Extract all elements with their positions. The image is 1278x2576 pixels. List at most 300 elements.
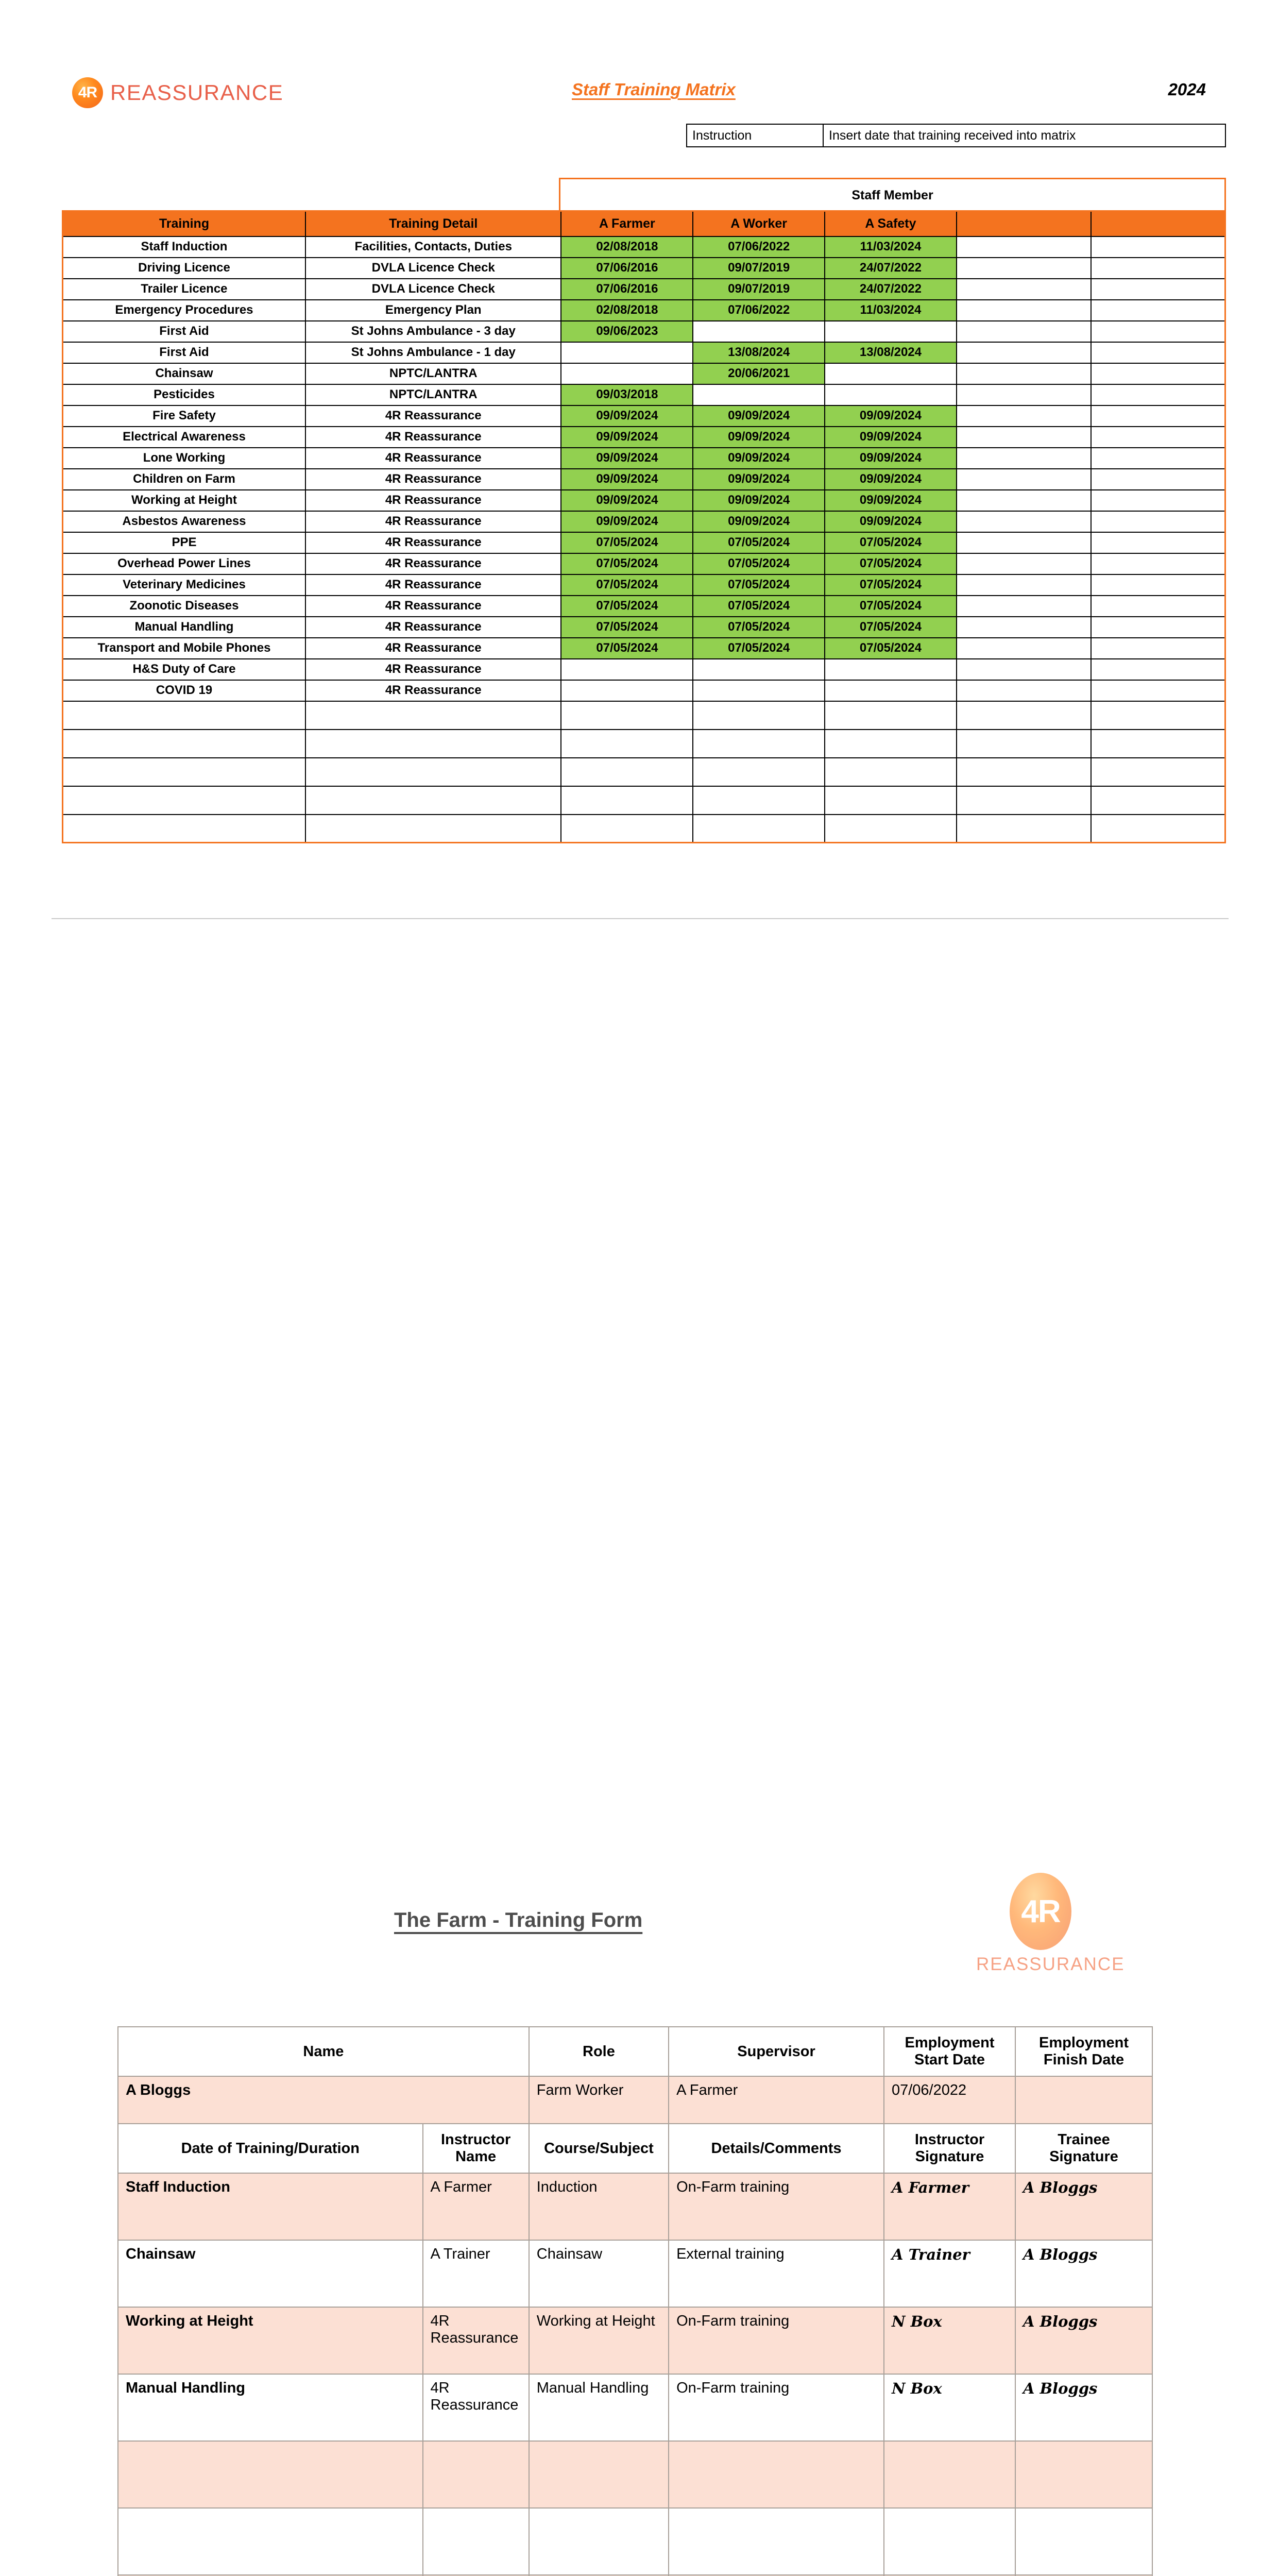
matrix-row (63, 638, 1225, 659)
matrix-row (63, 786, 1225, 815)
training-cell[interactable] (63, 730, 305, 758)
farmer-cell[interactable]: 09/09/2024 (561, 427, 693, 448)
detail-cell[interactable]: 4R Reassurance (305, 532, 561, 553)
matrix-row (63, 490, 1225, 511)
worker-cell[interactable]: 07/06/2022 (693, 300, 825, 321)
log-instructor-cell[interactable]: 4R Reassurance (423, 2307, 529, 2374)
matrix-row (63, 596, 1225, 617)
safety-cell[interactable]: 07/05/2024 (825, 638, 957, 659)
extra-cell-1[interactable] (957, 680, 1091, 701)
log-details-cell[interactable]: On-Farm training (669, 2173, 884, 2240)
header-trainee-signature: Trainee Signature (1015, 2124, 1152, 2173)
header-details-comments: Details/Comments (669, 2124, 884, 2173)
farmer-cell[interactable]: 07/05/2024 (561, 553, 693, 574)
extra-cell-1[interactable] (957, 342, 1091, 363)
matrix-header-row (63, 211, 1225, 236)
farmer-cell[interactable]: 09/09/2024 (561, 469, 693, 490)
log-header-row (118, 2124, 1152, 2173)
matrix-row (63, 321, 1225, 342)
safety-cell[interactable]: 09/09/2024 (825, 405, 957, 427)
detail-cell[interactable]: St Johns Ambulance - 3 day (305, 321, 561, 342)
detail-cell[interactable] (305, 730, 561, 758)
log-course-cell[interactable] (529, 2441, 669, 2508)
header-course-subject: Course/Subject (529, 2124, 669, 2173)
training-cell[interactable]: Lone Working (63, 448, 305, 469)
detail-cell[interactable]: NPTC/LANTRA (305, 363, 561, 384)
farmer-cell[interactable]: 09/09/2024 (561, 511, 693, 532)
extra-cell-2[interactable] (1091, 680, 1225, 701)
page-title: Staff Training Matrix (572, 80, 736, 99)
matrix-row (63, 617, 1225, 638)
worker-cell[interactable]: 09/09/2024 (693, 427, 825, 448)
extra-cell-2[interactable] (1091, 300, 1225, 321)
header-instructor-name: Instructor Name (423, 2124, 529, 2173)
matrix-row (63, 758, 1225, 786)
log-instructor-cell[interactable]: A Trainer (423, 2240, 529, 2307)
brand-badge-icon-watermark: 4R (1010, 1873, 1071, 1950)
training-cell[interactable]: PPE (63, 532, 305, 553)
matrix-row (63, 553, 1225, 574)
training-cell[interactable] (63, 786, 305, 815)
brand-wordmark: REASSURANCE (110, 80, 284, 105)
log-date-cell[interactable]: Manual Handling (118, 2374, 423, 2441)
detail-cell[interactable]: 4R Reassurance (305, 617, 561, 638)
detail-cell[interactable]: NPTC/LANTRA (305, 384, 561, 405)
extra-cell-2[interactable] (1091, 405, 1225, 427)
extra-cell-2[interactable] (1091, 511, 1225, 532)
safety-cell[interactable]: 09/09/2024 (825, 469, 957, 490)
safety-cell[interactable]: 07/05/2024 (825, 596, 957, 617)
farmer-cell[interactable] (561, 701, 693, 730)
detail-cell[interactable] (305, 815, 561, 843)
detail-cell[interactable]: 4R Reassurance (305, 427, 561, 448)
farmer-cell[interactable] (561, 730, 693, 758)
matrix-row (63, 384, 1225, 405)
training-cell[interactable]: Zoonotic Diseases (63, 596, 305, 617)
detail-cell[interactable]: DVLA Licence Check (305, 279, 561, 300)
extra-cell-2[interactable] (1091, 490, 1225, 511)
safety-cell[interactable] (825, 384, 957, 405)
safety-cell[interactable] (825, 786, 957, 815)
safety-cell[interactable]: 24/07/2022 (825, 258, 957, 279)
training-cell[interactable]: Trailer Licence (63, 279, 305, 300)
extra-cell-1[interactable] (957, 574, 1091, 596)
worker-cell[interactable] (693, 321, 825, 342)
training-cell[interactable]: First Aid (63, 342, 305, 363)
training-cell[interactable]: Emergency Procedures (63, 300, 305, 321)
extra-cell-2[interactable] (1091, 321, 1225, 342)
log-course-cell[interactable]: Manual Handling (529, 2374, 669, 2441)
safety-cell[interactable]: 07/05/2024 (825, 532, 957, 553)
log-date-cell[interactable] (118, 2441, 423, 2508)
log-trainee-signature-cell[interactable]: A Bloggs (1015, 2173, 1152, 2240)
extra-cell-2[interactable] (1091, 786, 1225, 815)
matrix-row (63, 511, 1225, 532)
farmer-cell[interactable]: 02/08/2018 (561, 300, 693, 321)
worker-cell[interactable] (693, 815, 825, 843)
extra-cell-1[interactable] (957, 469, 1091, 490)
log-trainee-signature-cell[interactable] (1015, 2508, 1152, 2575)
log-course-cell[interactable]: Induction (529, 2173, 669, 2240)
matrix-row (63, 532, 1225, 553)
log-details-cell[interactable]: On-Farm training (669, 2307, 884, 2374)
detail-cell[interactable]: 4R Reassurance (305, 448, 561, 469)
extra-cell-1[interactable] (957, 511, 1091, 532)
farmer-cell[interactable] (561, 680, 693, 701)
detail-cell[interactable]: 4R Reassurance (305, 490, 561, 511)
farmer-cell[interactable]: 07/05/2024 (561, 638, 693, 659)
extra-cell-1[interactable] (957, 384, 1091, 405)
safety-cell[interactable]: 09/09/2024 (825, 427, 957, 448)
matrix-row (63, 236, 1225, 258)
log-row (118, 2441, 1152, 2508)
matrix-row (63, 300, 1225, 321)
page-divider (52, 918, 1229, 919)
extra-cell-2[interactable] (1091, 815, 1225, 843)
detail-cell[interactable]: 4R Reassurance (305, 596, 561, 617)
farmer-cell[interactable] (561, 815, 693, 843)
extra-cell-2[interactable] (1091, 659, 1225, 680)
extra-cell-2[interactable] (1091, 758, 1225, 786)
log-empty-cell[interactable] (118, 2575, 423, 2576)
matrix-col-training: Training (63, 211, 305, 236)
employee-start-date[interactable]: 07/06/2022 (884, 2076, 1015, 2124)
log-trainee-signature-cell[interactable] (1015, 2441, 1152, 2508)
farmer-cell[interactable]: 09/09/2024 (561, 490, 693, 511)
matrix-page (0, 0, 1278, 922)
worker-cell[interactable]: 09/07/2019 (693, 258, 825, 279)
extra-cell-2[interactable] (1091, 638, 1225, 659)
log-trainee-signature-cell[interactable]: A Bloggs (1015, 2374, 1152, 2441)
log-row (118, 2173, 1152, 2240)
safety-cell[interactable]: 11/03/2024 (825, 236, 957, 258)
matrix-col-blank-1 (957, 211, 1091, 236)
worker-cell[interactable]: 07/05/2024 (693, 596, 825, 617)
brand-badge-icon: 4R (72, 77, 103, 108)
log-course-cell[interactable]: Chainsaw (529, 2240, 669, 2307)
log-instructor-signature-cell[interactable] (884, 2508, 1015, 2575)
header-start-date: Employment Start Date (884, 2027, 1015, 2076)
farmer-cell[interactable]: 07/05/2024 (561, 532, 693, 553)
extra-cell-1[interactable] (957, 758, 1091, 786)
detail-cell[interactable]: St Johns Ambulance - 1 day (305, 342, 561, 363)
log-course-cell[interactable]: Working at Height (529, 2307, 669, 2374)
training-cell[interactable]: COVID 19 (63, 680, 305, 701)
extra-cell-2[interactable] (1091, 363, 1225, 384)
worker-cell[interactable]: 07/05/2024 (693, 532, 825, 553)
matrix-row (63, 405, 1225, 427)
safety-cell[interactable] (825, 659, 957, 680)
extra-cell-1[interactable] (957, 448, 1091, 469)
extra-cell-2[interactable] (1091, 617, 1225, 638)
log-row (118, 2374, 1152, 2441)
worker-cell[interactable] (693, 730, 825, 758)
worker-cell[interactable]: 07/05/2024 (693, 638, 825, 659)
detail-cell[interactable]: 4R Reassurance (305, 659, 561, 680)
extra-cell-1[interactable] (957, 553, 1091, 574)
form-body (118, 2027, 1152, 2576)
farmer-cell[interactable] (561, 659, 693, 680)
farmer-cell[interactable]: 07/05/2024 (561, 596, 693, 617)
worker-cell[interactable] (693, 384, 825, 405)
detail-cell[interactable]: 4R Reassurance (305, 511, 561, 532)
log-instructor-cell[interactable]: A Farmer (423, 2173, 529, 2240)
matrix-row (63, 448, 1225, 469)
training-cell[interactable]: Fire Safety (63, 405, 305, 427)
brand-logo-header (72, 77, 283, 108)
safety-cell[interactable]: 07/05/2024 (825, 553, 957, 574)
brand-wordmark-watermark: REASSURANCE (976, 1954, 1125, 1974)
training-cell[interactable]: Chainsaw (63, 363, 305, 384)
safety-cell[interactable] (825, 680, 957, 701)
matrix-row (63, 469, 1225, 490)
training-cell[interactable] (63, 815, 305, 843)
worker-cell[interactable] (693, 701, 825, 730)
safety-cell[interactable]: 09/09/2024 (825, 448, 957, 469)
extra-cell-2[interactable] (1091, 342, 1225, 363)
log-date-cell[interactable] (118, 2508, 423, 2575)
training-matrix-table (62, 210, 1226, 843)
log-trainee-signature-cell[interactable]: A Bloggs (1015, 2240, 1152, 2307)
farmer-cell[interactable]: 07/06/2016 (561, 279, 693, 300)
safety-cell[interactable]: 09/09/2024 (825, 490, 957, 511)
log-instructor-signature-cell[interactable]: A Trainer (884, 2240, 1015, 2307)
farmer-cell[interactable]: 09/06/2023 (561, 321, 693, 342)
extra-cell-1[interactable] (957, 321, 1091, 342)
farmer-cell[interactable]: 02/08/2018 (561, 236, 693, 258)
safety-cell[interactable]: 24/07/2022 (825, 279, 957, 300)
extra-cell-2[interactable] (1091, 427, 1225, 448)
safety-cell[interactable] (825, 321, 957, 342)
extra-cell-2[interactable] (1091, 258, 1225, 279)
extra-cell-2[interactable] (1091, 532, 1225, 553)
safety-cell[interactable]: 07/05/2024 (825, 617, 957, 638)
extra-cell-1[interactable] (957, 659, 1091, 680)
training-form-table (117, 2026, 1153, 2576)
training-cell[interactable] (63, 701, 305, 730)
extra-cell-1[interactable] (957, 815, 1091, 843)
log-details-cell[interactable] (669, 2508, 884, 2575)
farmer-cell[interactable] (561, 758, 693, 786)
log-row-clipped (118, 2575, 1152, 2576)
employee-role[interactable]: Farm Worker (529, 2076, 669, 2124)
matrix-col-blank-2 (1091, 211, 1225, 236)
farmer-cell[interactable]: 09/03/2018 (561, 384, 693, 405)
log-empty-cell[interactable] (1015, 2575, 1152, 2576)
detail-cell[interactable] (305, 701, 561, 730)
training-cell[interactable]: Asbestos Awareness (63, 511, 305, 532)
log-date-cell[interactable]: Working at Height (118, 2307, 423, 2374)
detail-cell[interactable]: Facilities, Contacts, Duties (305, 236, 561, 258)
log-details-cell[interactable]: On-Farm training (669, 2374, 884, 2441)
extra-cell-2[interactable] (1091, 701, 1225, 730)
employee-finish-date[interactable] (1015, 2076, 1152, 2124)
farmer-cell[interactable]: 07/05/2024 (561, 617, 693, 638)
worker-cell[interactable]: 20/06/2021 (693, 363, 825, 384)
training-cell[interactable]: Manual Handling (63, 617, 305, 638)
extra-cell-2[interactable] (1091, 469, 1225, 490)
detail-cell[interactable]: 4R Reassurance (305, 469, 561, 490)
training-cell[interactable] (63, 758, 305, 786)
training-cell[interactable]: First Aid (63, 321, 305, 342)
extra-cell-1[interactable] (957, 363, 1091, 384)
log-row (118, 2508, 1152, 2575)
detail-cell[interactable]: 4R Reassurance (305, 553, 561, 574)
worker-cell[interactable]: 09/09/2024 (693, 405, 825, 427)
extra-cell-2[interactable] (1091, 279, 1225, 300)
farmer-cell[interactable] (561, 363, 693, 384)
extra-cell-2[interactable] (1091, 448, 1225, 469)
employee-data-row (118, 2076, 1152, 2124)
training-cell[interactable]: Transport and Mobile Phones (63, 638, 305, 659)
extra-cell-1[interactable] (957, 730, 1091, 758)
worker-cell[interactable]: 13/08/2024 (693, 342, 825, 363)
safety-cell[interactable] (825, 815, 957, 843)
log-instructor-signature-cell[interactable]: N Box (884, 2374, 1015, 2441)
worker-cell[interactable]: 09/09/2024 (693, 469, 825, 490)
safety-cell[interactable]: 11/03/2024 (825, 300, 957, 321)
extra-cell-1[interactable] (957, 258, 1091, 279)
worker-cell[interactable]: 07/05/2024 (693, 617, 825, 638)
worker-cell[interactable]: 09/07/2019 (693, 279, 825, 300)
farmer-cell[interactable]: 07/05/2024 (561, 574, 693, 596)
log-empty-cell[interactable] (669, 2575, 884, 2576)
worker-cell[interactable] (693, 786, 825, 815)
log-empty-cell[interactable] (529, 2575, 669, 2576)
matrix-row (63, 427, 1225, 448)
detail-cell[interactable] (305, 758, 561, 786)
worker-cell[interactable] (693, 659, 825, 680)
training-cell[interactable]: H&S Duty of Care (63, 659, 305, 680)
extra-cell-1[interactable] (957, 405, 1091, 427)
log-course-cell[interactable] (529, 2508, 669, 2575)
training-form-container (117, 2026, 1153, 2576)
safety-cell[interactable] (825, 730, 957, 758)
extra-cell-1[interactable] (957, 427, 1091, 448)
extra-cell-1[interactable] (957, 490, 1091, 511)
worker-cell[interactable]: 09/09/2024 (693, 490, 825, 511)
extra-cell-1[interactable] (957, 638, 1091, 659)
safety-cell[interactable] (825, 701, 957, 730)
log-instructor-signature-cell[interactable]: A Farmer (884, 2173, 1015, 2240)
log-instructor-cell[interactable]: 4R Reassurance (423, 2374, 529, 2441)
detail-cell[interactable]: 4R Reassurance (305, 680, 561, 701)
training-cell[interactable]: Staff Induction (63, 236, 305, 258)
header-date-of-training: Date of Training/Duration (118, 2124, 423, 2173)
instruction-box (686, 124, 1226, 147)
worker-cell[interactable]: 07/05/2024 (693, 553, 825, 574)
detail-cell[interactable]: 4R Reassurance (305, 574, 561, 596)
matrix-col-a-safety: A Safety (825, 211, 957, 236)
extra-cell-1[interactable] (957, 532, 1091, 553)
farmer-cell[interactable] (561, 786, 693, 815)
detail-cell[interactable] (305, 786, 561, 815)
matrix-col-training-detail: Training Detail (305, 211, 561, 236)
employee-header-row (118, 2027, 1152, 2076)
detail-cell[interactable]: 4R Reassurance (305, 405, 561, 427)
training-cell[interactable]: Children on Farm (63, 469, 305, 490)
log-row (118, 2307, 1152, 2374)
training-cell[interactable]: Driving Licence (63, 258, 305, 279)
matrix-row (63, 680, 1225, 701)
detail-cell[interactable]: DVLA Licence Check (305, 258, 561, 279)
matrix-col-a-worker: A Worker (693, 211, 825, 236)
farmer-cell[interactable] (561, 342, 693, 363)
farmer-cell[interactable]: 09/09/2024 (561, 405, 693, 427)
matrix-row (63, 730, 1225, 758)
extra-cell-1[interactable] (957, 596, 1091, 617)
extra-cell-2[interactable] (1091, 730, 1225, 758)
log-date-cell[interactable]: Staff Induction (118, 2173, 423, 2240)
log-instructor-cell[interactable] (423, 2508, 529, 2575)
worker-cell[interactable] (693, 680, 825, 701)
safety-cell[interactable]: 09/09/2024 (825, 511, 957, 532)
log-instructor-signature-cell[interactable] (884, 2441, 1015, 2508)
training-cell[interactable]: Veterinary Medicines (63, 574, 305, 596)
extra-cell-2[interactable] (1091, 236, 1225, 258)
farmer-cell[interactable]: 07/06/2016 (561, 258, 693, 279)
log-empty-cell[interactable] (423, 2575, 529, 2576)
log-instructor-signature-cell[interactable]: N Box (884, 2307, 1015, 2374)
instruction-label: Instruction (687, 125, 824, 146)
training-cell[interactable]: Electrical Awareness (63, 427, 305, 448)
form-title: The Farm - Training Form (394, 1909, 643, 1931)
worker-cell[interactable]: 09/09/2024 (693, 448, 825, 469)
farmer-cell[interactable]: 09/09/2024 (561, 448, 693, 469)
training-cell[interactable]: Working at Height (63, 490, 305, 511)
log-details-cell[interactable]: External training (669, 2240, 884, 2307)
matrix-row (63, 258, 1225, 279)
log-date-cell[interactable]: Chainsaw (118, 2240, 423, 2307)
extra-cell-1[interactable] (957, 701, 1091, 730)
worker-cell[interactable]: 09/09/2024 (693, 511, 825, 532)
safety-cell[interactable] (825, 363, 957, 384)
extra-cell-2[interactable] (1091, 384, 1225, 405)
employee-supervisor[interactable]: A Farmer (669, 2076, 884, 2124)
extra-cell-1[interactable] (957, 279, 1091, 300)
extra-cell-2[interactable] (1091, 596, 1225, 617)
matrix-col-a-farmer: A Farmer (561, 211, 693, 236)
matrix-row (63, 342, 1225, 363)
matrix-row (63, 279, 1225, 300)
instruction-text: Insert date that training received into matrix (829, 128, 1076, 143)
extra-cell-1[interactable] (957, 786, 1091, 815)
log-details-cell[interactable] (669, 2441, 884, 2508)
extra-cell-1[interactable] (957, 617, 1091, 638)
detail-cell[interactable]: 4R Reassurance (305, 638, 561, 659)
detail-cell[interactable]: Emergency Plan (305, 300, 561, 321)
matrix-row (63, 574, 1225, 596)
worker-cell[interactable] (693, 758, 825, 786)
training-cell[interactable]: Overhead Power Lines (63, 553, 305, 574)
worker-cell[interactable]: 07/06/2022 (693, 236, 825, 258)
log-instructor-cell[interactable] (423, 2441, 529, 2508)
extra-cell-2[interactable] (1091, 553, 1225, 574)
extra-cell-1[interactable] (957, 236, 1091, 258)
extra-cell-1[interactable] (957, 300, 1091, 321)
worker-cell[interactable]: 07/05/2024 (693, 574, 825, 596)
log-trainee-signature-cell[interactable]: A Bloggs (1015, 2307, 1152, 2374)
staff-member-group-header: Staff Member (559, 178, 1226, 213)
log-empty-cell[interactable] (884, 2575, 1015, 2576)
safety-cell[interactable] (825, 758, 957, 786)
document-year: 2024 (1168, 80, 1206, 99)
employee-name[interactable]: A Bloggs (118, 2076, 529, 2124)
training-cell[interactable]: Pesticides (63, 384, 305, 405)
safety-cell[interactable]: 07/05/2024 (825, 574, 957, 596)
safety-cell[interactable]: 13/08/2024 (825, 342, 957, 363)
extra-cell-2[interactable] (1091, 574, 1225, 596)
